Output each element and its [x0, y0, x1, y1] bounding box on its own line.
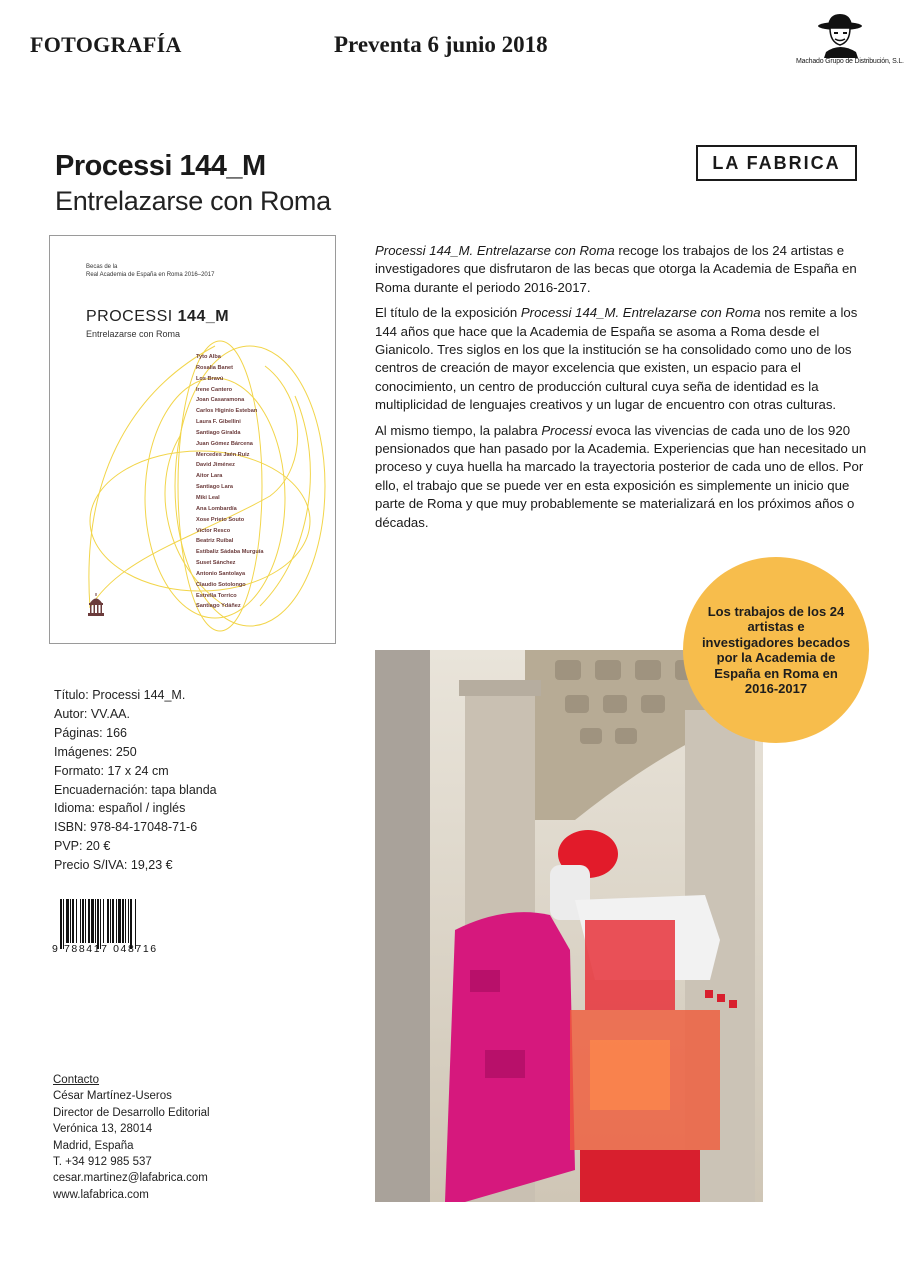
- barcode-bar: [112, 899, 114, 943]
- exhibition-photo: [375, 650, 763, 1202]
- description-p2-text-a: El título de la exposición: [375, 305, 521, 321]
- photo-illustration: [375, 650, 763, 1202]
- academy-dome-icon: [86, 592, 106, 618]
- description-paragraph-2: [375, 304, 870, 414]
- artist-name: Irene Cantero: [196, 386, 233, 393]
- cover-title-a: PROCESSI: [86, 308, 178, 325]
- barcode-bar: [125, 899, 126, 943]
- barcode-bar: [130, 899, 132, 949]
- barcode-bar: [116, 899, 117, 943]
- callout-bubble: Los trabajos de los 24 artistas e investigadores becados por la Academia de España en Roma en 2016-2017: [683, 557, 869, 743]
- description: [375, 242, 870, 539]
- description-paragraph-3: [375, 422, 870, 532]
- artist-list: [196, 352, 263, 612]
- barcode-bar: [60, 899, 62, 949]
- artist-name: David Jiménez: [196, 462, 235, 469]
- artist-name: Santiago Giralda: [196, 429, 241, 436]
- artist-name: Laura F. Gibellini: [196, 419, 241, 426]
- book-title: Processi 144_M: [55, 150, 266, 182]
- spec-line: Imágenes: 250: [54, 744, 137, 759]
- barcode-bar: [70, 899, 71, 943]
- barcode-bar: [91, 899, 94, 943]
- description-p1-italic: Processi 144_M. Entrelazarse con Roma: [375, 243, 615, 258]
- cover-line2: Real Academia de España en Roma 2016–2017: [86, 272, 215, 278]
- section-label: FOTOGRAFÍA: [30, 32, 182, 57]
- artist-name: Claudio Sotolongo: [196, 581, 246, 588]
- spec-line: Formato: 17 x 24 cm: [54, 763, 169, 778]
- spec-line: Autor: VV.AA.: [54, 706, 130, 721]
- barcode-bar: [100, 899, 101, 949]
- artist-name: Estrella Torrico: [196, 592, 237, 599]
- artist-name: Joan Casaramona: [196, 397, 245, 404]
- barcode-bar: [118, 899, 121, 943]
- cover-curves-graphic: [50, 236, 336, 644]
- barcode-bar: [72, 899, 74, 943]
- spec-line: Encuadernación: tapa blanda: [54, 782, 217, 797]
- artist-name: Rosalia Banet: [196, 364, 233, 371]
- artist-name: Juan Gómez Bárcena: [196, 440, 253, 447]
- barcode-bar: [63, 899, 64, 949]
- contact-line: Verónica 13, 28014: [53, 1123, 153, 1136]
- barcode-bar: [76, 899, 77, 943]
- barcode-bar: [80, 899, 81, 943]
- description-p2-italic: Processi 144_M. Entrelazarse con Roma: [520, 305, 761, 321]
- cover-title: [86, 308, 229, 326]
- contact-line: www.lafabrica.com: [53, 1188, 149, 1201]
- spec-line: Precio S/IVA: 19,23 €: [54, 858, 173, 873]
- spec-line: PVP: 20 €: [54, 839, 111, 854]
- barcode-bar: [103, 899, 104, 943]
- artist-name: Estíbaliz Sádaba Murguía: [196, 549, 264, 556]
- contact-line: Director de Desarrollo Editorial: [53, 1106, 210, 1119]
- artist-name: Xose Prieto Souto: [196, 516, 245, 523]
- contact-lines: [53, 1088, 210, 1203]
- description-paragraph-1: [375, 242, 870, 297]
- barcode-bar: [97, 899, 99, 949]
- barcode-bar: [135, 899, 136, 949]
- artist-name: Santiago Lara: [196, 484, 233, 491]
- distributor-name: Machado Grupo de Distribución, S.L.: [796, 58, 904, 65]
- description-p3-text-a: Al mismo tiempo, la palabra: [375, 422, 542, 438]
- artist-name: Beatriz Ruibal: [196, 538, 234, 545]
- barcode-bar: [88, 899, 90, 943]
- man-with-hat-icon: [816, 12, 868, 58]
- artist-name: Mercedes Jaén Ruiz: [196, 451, 250, 458]
- artist-name: Víctor Resco: [196, 527, 231, 534]
- contact-line: T. +34 912 985 537: [53, 1156, 152, 1169]
- spec-line: Título: Processi 144_M.: [54, 688, 186, 702]
- contact-block: [53, 1072, 210, 1203]
- artist-name: Aitor Lara: [196, 473, 223, 480]
- distributor-logo: [796, 12, 904, 72]
- artist-name: Carlos Higinio Esteban: [196, 408, 258, 415]
- barcode-bar: [110, 899, 111, 943]
- contact-line: Madrid, España: [53, 1139, 134, 1152]
- contact-line: César Martínez-Useros: [53, 1090, 172, 1103]
- spec-line: Páginas: 166: [54, 725, 127, 740]
- artist-name: Ana Lombardía: [196, 505, 237, 512]
- artist-name: Tyto Alba: [196, 354, 221, 360]
- barcode-bar: [85, 899, 86, 943]
- barcode-bar: [107, 899, 109, 943]
- spec-line: Idioma: español / inglés: [54, 801, 186, 816]
- cover-title-b: 144_M: [177, 308, 230, 325]
- artist-name: Santiago Ydáñez: [196, 603, 241, 610]
- spec-line: ISBN: 978-84-17048-71-6: [54, 820, 198, 835]
- contact-line: cesar.martinez@lafabrica.com: [53, 1172, 208, 1185]
- barcode-bar: [122, 899, 124, 943]
- artist-name: Miki Leal: [196, 494, 220, 501]
- presale-date: Preventa 6 junio 2018: [334, 32, 548, 57]
- barcode-bar: [128, 899, 129, 943]
- book-subtitle: Entrelazarse con Roma: [55, 186, 331, 216]
- book-specs: [54, 686, 217, 875]
- artist-name: Los Bravú: [196, 375, 224, 382]
- cover-subtitle: Entrelazarse con Roma: [86, 329, 181, 339]
- barcode-number: 9 788417 048716: [52, 943, 158, 955]
- cover-line1: Becas de la: [86, 264, 118, 270]
- contact-label: Contacto: [53, 1074, 100, 1086]
- publisher-logo: LA FABRICA: [696, 145, 857, 181]
- description-p2-text-b: nos remite a los 144 años que hace que la Academia de España se asoma a Roma desde el Gianicolo. Tres siglos en los que la institución se ha consolidado como uno de los centros de creación de mayor excelencia que existen, un espacio para el conocimiento, un centro de producción cultural cuya seña de identidad es la multiplicidad de lenguajes creativos y un lugar de encuentro con otras culturas.: [375, 305, 858, 413]
- description-p3-text-b: evoca las vivencias de cada uno de los 920 pensionados que han pasado por la Academia. Experiencias que han necesitado un proceso y cuya huella ha marcado la trayectoria posterior de cada uno de ellos. Por ello, el trabajo que se puede ver en esta exposición es simplemente un inicio que parte de Roma y que muy probablemente se materializará en los próximos años o décadas.: [375, 422, 867, 530]
- barcode-bar: [95, 899, 96, 943]
- description-p1-text: recoge los trabajos de los 24 artistas e investigadores que disfrutaron de las becas que otorga la Academia de España en Roma durante el periodo 2016-2017.: [375, 243, 857, 295]
- book-cover: [49, 235, 336, 644]
- artist-name: Suset Sánchez: [196, 560, 236, 567]
- barcode-bar: [66, 899, 69, 943]
- description-p3-italic: Processi: [541, 422, 592, 438]
- barcode-bar: [82, 899, 84, 943]
- artist-name: Antonio Santolaya: [196, 570, 246, 577]
